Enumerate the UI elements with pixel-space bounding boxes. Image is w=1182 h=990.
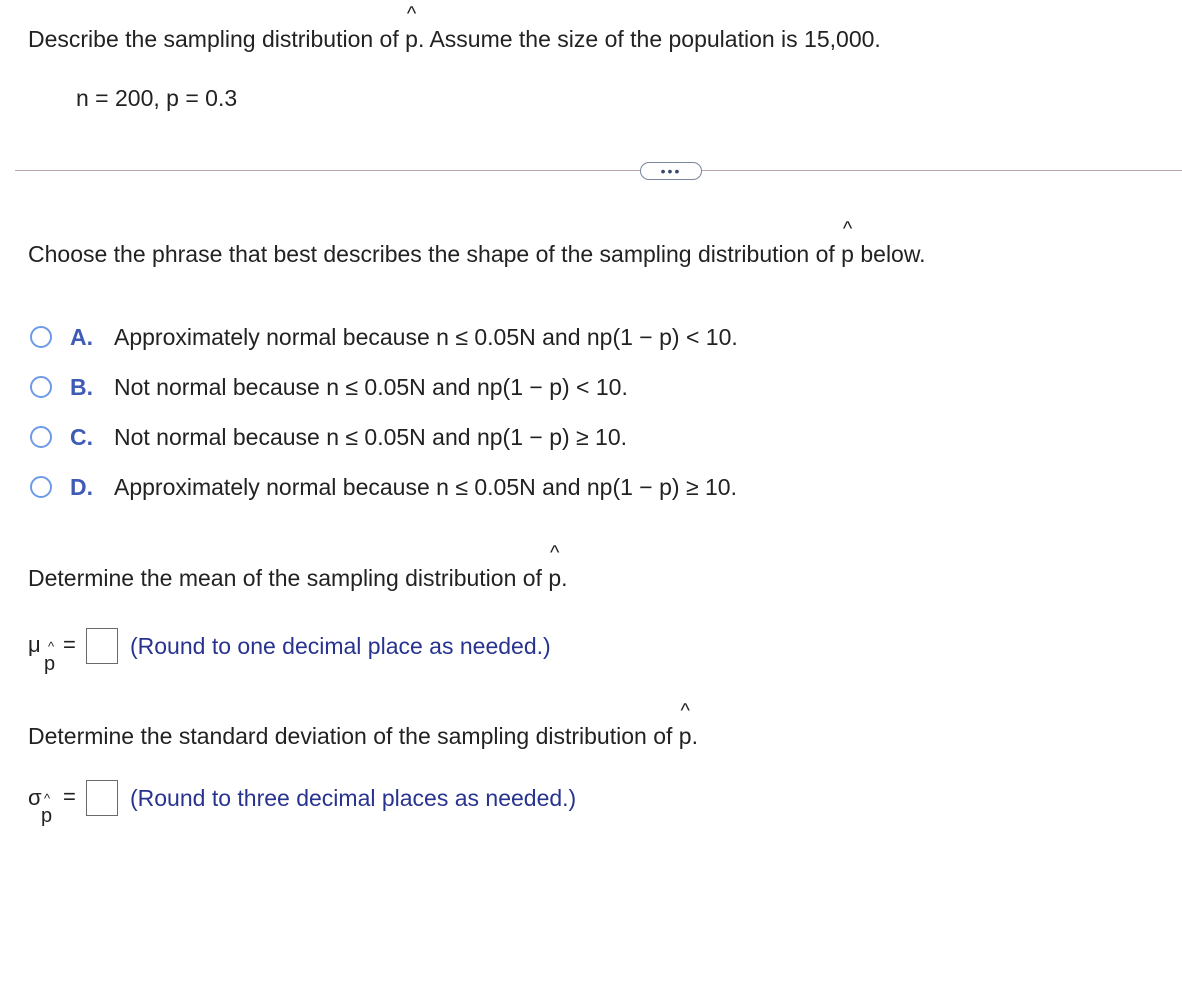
option-a[interactable] [30,322,738,352]
mu-subscript: p [44,653,56,675]
radio-button-icon[interactable] [30,476,52,498]
equals-sign: = [63,784,76,809]
sd-prompt-after: . [691,723,698,749]
sigma-symbol: σ [28,785,42,810]
caret-icon: ^ [44,791,51,806]
shape-prompt-after: below. [853,241,926,267]
option-letter: A. [70,324,93,350]
sd-rounding-hint: (Round to three decimal places as needed.) [130,785,577,811]
mean-rounding-hint: (Round to one decimal place as needed.) [130,633,551,659]
mean-prompt [28,564,568,592]
mean-answer-input[interactable] [86,628,118,664]
option-text: Approximately normal because n ≤ 0.05N and np(1 − p) ≥ 10. [114,474,737,500]
question-text-after: . Assume the size of the population is 15,000. [417,26,881,52]
sd-prompt-before: Determine the standard deviation of the sampling distribution of [28,723,679,749]
caret-icon: ^ [48,639,55,654]
sd-answer-input[interactable] [86,780,118,816]
mean-prompt-after: . [561,565,568,591]
radio-button-icon[interactable] [30,426,52,448]
p-hat-symbol: ^ p [841,240,854,268]
radio-button-icon[interactable] [30,376,52,398]
given-values: n = 200, p = 0.3 [76,85,238,111]
sd-prompt [28,722,698,750]
section-divider [15,170,1182,171]
sigma-subscript: p [41,805,53,827]
mu-symbol: μ [28,632,41,657]
option-text: Not normal because n ≤ 0.05N and np(1 − p) < 10. [114,374,628,400]
option-d[interactable] [30,472,737,502]
radio-button-icon[interactable] [30,326,52,348]
option-text: Approximately normal because n ≤ 0.05N and np(1 − p) < 10. [114,324,738,350]
option-letter: C. [70,424,93,450]
question-text [28,25,881,53]
sd-answer-row [0,772,700,832]
option-letter: D. [70,474,93,500]
option-letter: B. [70,374,93,400]
question-text-before: Describe the sampling distribution of [28,26,406,52]
shape-prompt [28,240,926,268]
option-text: Not normal because n ≤ 0.05N and np(1 − p) ≥ 10. [114,424,628,450]
p-hat-symbol: ^ p [679,722,692,750]
shape-prompt-before: Choose the phrase that best describes the shape of the sampling distribution of [28,241,842,267]
mean-answer-row [0,620,700,680]
p-hat-symbol: ^ p [548,564,561,592]
option-c[interactable] [30,422,627,452]
p-hat-symbol: ^ p [405,25,418,53]
equals-sign: = [63,632,76,657]
more-options-button[interactable]: ••• [640,162,702,180]
option-b[interactable] [30,372,628,402]
mean-prompt-before: Determine the mean of the sampling distribution of [28,565,549,591]
